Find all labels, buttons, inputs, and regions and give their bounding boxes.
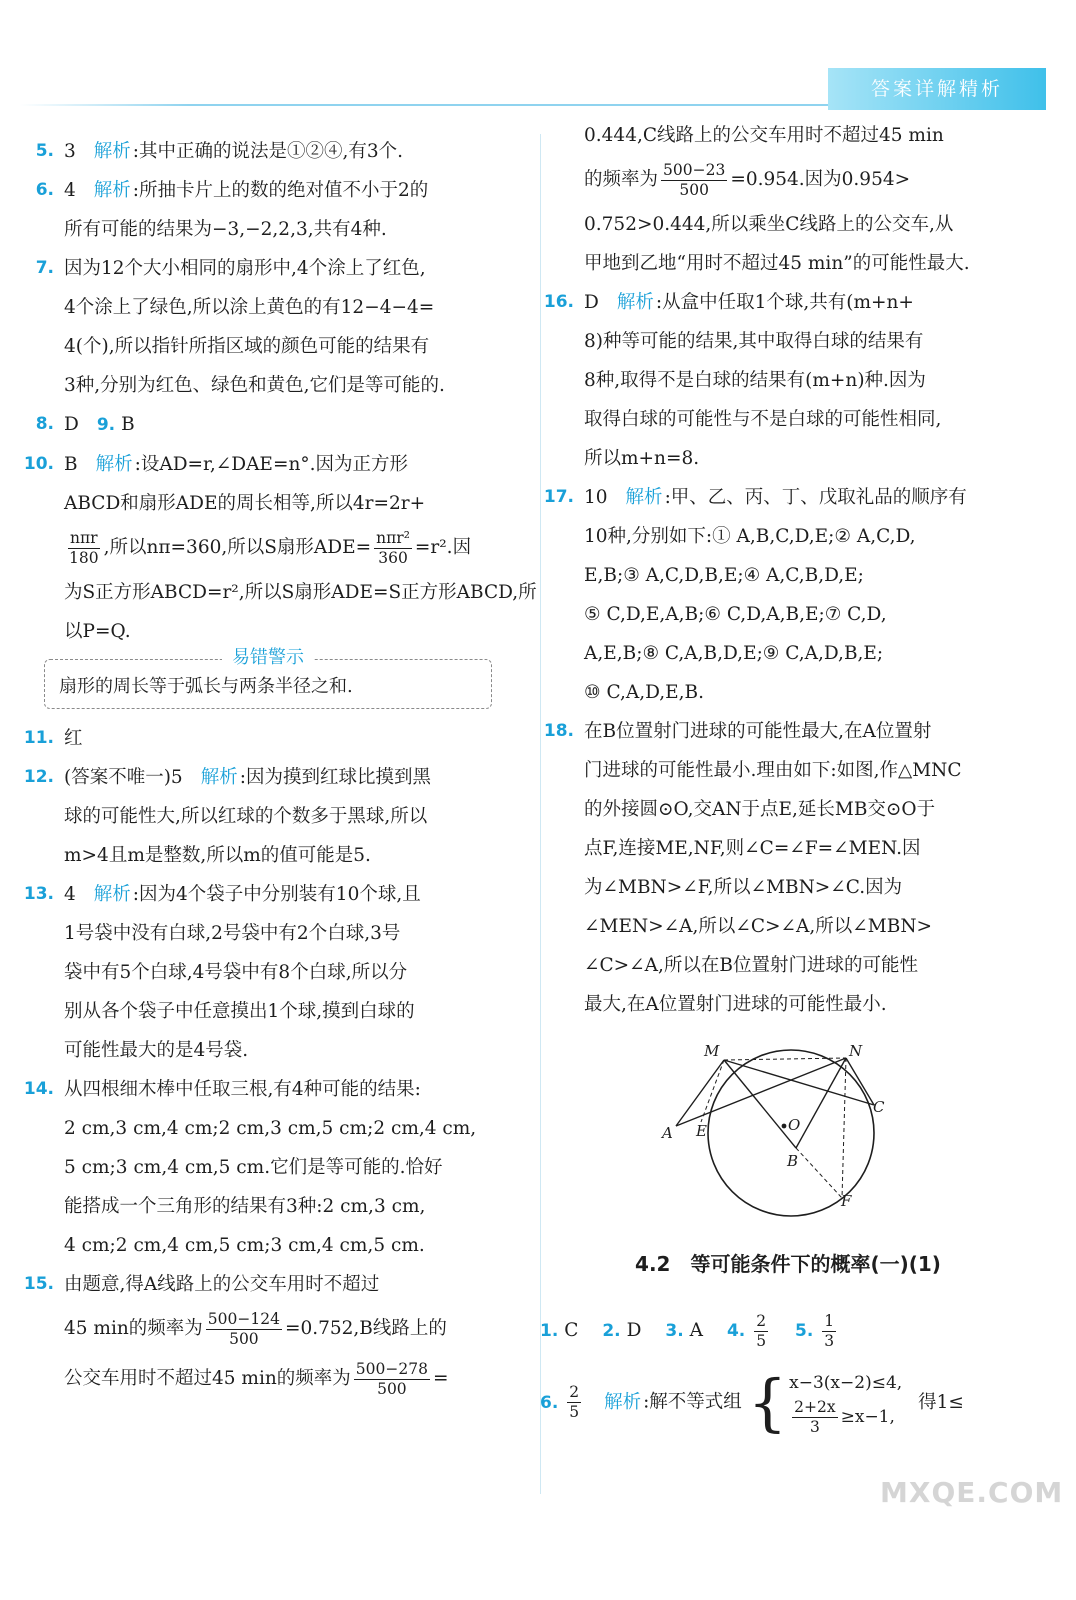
item-number: 13.	[23, 884, 54, 904]
answer-value: D	[584, 292, 599, 313]
solution-line: 的频率为	[584, 169, 659, 190]
analysis-text: :从盒中任取1个球,共有(m+n+	[655, 292, 914, 313]
answer-value: D	[64, 414, 79, 435]
solution-line: 从四根细木棒中任取三根,有4种可能的结果:	[64, 1079, 421, 1100]
label-C: C	[873, 1098, 885, 1116]
fraction: $\frac{\text{nπr²}}{360}$	[376, 528, 410, 567]
analysis-text: ⑩ C,A,D,E,B.	[584, 682, 704, 703]
segment-ME	[701, 1060, 724, 1122]
analysis-label: 解析	[95, 454, 133, 475]
answer-item-12	[8, 758, 516, 875]
answer-item-6	[8, 171, 516, 249]
solution-line: 最大,在A位置射门进球的可能性最小.	[584, 994, 887, 1015]
warning-title: 易错警示	[45, 646, 491, 670]
solution-line: 5 cm;3 cm,4 cm,5 cm.它们是等可能的.恰好	[64, 1157, 443, 1178]
analysis-text: :其中正确的说法是①②④,有3个.	[132, 141, 404, 162]
item-number: 16.	[543, 292, 574, 312]
item-number: 18.	[543, 721, 574, 741]
solution-line: 点F,连接ME,NF,则∠C=∠F=∠MEN.因	[584, 838, 921, 859]
answer-item-14	[8, 1070, 516, 1265]
fraction: $\frac{2+2x}{3}$	[794, 1398, 836, 1436]
inequality-2: $\frac{2+2x}{3}$ ≥x−1,	[794, 1398, 895, 1436]
answer-value: 4	[64, 180, 76, 201]
solution-line: 公交车用时不超过45 min的频率为	[64, 1368, 351, 1389]
label-A: A	[662, 1124, 673, 1142]
solution-line: 的外接圆⊙O,交AN于点E,延长MB交⊙O于	[584, 799, 936, 820]
solution-line: 由题意,得A线路上的公交车用时不超过	[64, 1274, 380, 1295]
analysis-text: :甲、乙、丙、丁、戊取礼品的顺序有	[664, 487, 967, 508]
item-number: 11.	[23, 728, 54, 748]
analysis-text: 袋中有5个白球,4号袋中有8个白球,所以分	[64, 962, 408, 983]
analysis-label: 解析	[93, 141, 131, 162]
item-number: 10.	[23, 454, 54, 474]
analysis-label: 解析	[200, 767, 238, 788]
answer-item-16	[528, 283, 1048, 478]
label-O: O	[788, 1116, 801, 1134]
analysis-label: 解析	[604, 1391, 642, 1413]
item-number: 14.	[23, 1079, 54, 1099]
answer-value: 红	[64, 728, 83, 749]
label-B: B	[787, 1152, 799, 1170]
answer-item-10	[8, 445, 537, 651]
item-number: 12.	[23, 767, 54, 787]
analysis-label: 解析	[93, 180, 131, 201]
analysis-text: m>4且m是整数,所以m的值可能是5.	[64, 845, 371, 866]
solution-line: 在B位置射门进球的可能性最大,在A位置射	[584, 721, 932, 742]
analysis-text: 为S正方形ABCD=r²,所以S扇形ADE=S正方形ABCD,所	[64, 582, 537, 603]
solution-line: 为∠MBN>∠F,所以∠MBN>∠C.因为	[584, 877, 903, 898]
left-column	[8, 132, 537, 1404]
solution-line: ∠MEN>∠A,所以∠C>∠A,所以∠MBN>	[584, 916, 933, 937]
solution-line: =0.752,B线路上的	[284, 1318, 447, 1339]
item-number: 6.	[35, 180, 54, 200]
answer-item-15	[8, 1265, 516, 1404]
analysis-text: 取得白球的可能性与不是白球的可能性相同,	[584, 409, 942, 430]
right-column	[528, 116, 1048, 1024]
solution-line: 因为12个大小相同的扇形中,4个涂上了红色,	[64, 258, 426, 279]
analysis-text: ABCD和扇形ADE的周长相等,所以4r=2r+	[64, 493, 426, 514]
segment-NB	[796, 1058, 846, 1148]
answer-value: (答案不唯一)5	[64, 767, 183, 788]
label-F: F	[841, 1192, 852, 1210]
analysis-text: 别从各个袋子中任意摸出1个球,摸到白球的	[64, 1001, 415, 1022]
analysis-text: 所以m+n=8.	[584, 448, 700, 469]
item-number: 9.	[96, 415, 116, 435]
analysis-label: 解析	[625, 487, 663, 508]
solution-line: 2 cm,3 cm,4 cm;2 cm,3 cm,5 cm;2 cm,4 cm,	[64, 1118, 477, 1139]
segment-MB	[724, 1060, 796, 1148]
answer-value: 4	[64, 884, 76, 905]
answer-item-7	[8, 249, 516, 405]
analysis-text: :解不等式组	[643, 1391, 742, 1413]
analysis-text: 以P=Q.	[64, 621, 131, 642]
solution-line: 4 cm;2 cm,4 cm,5 cm;3 cm,4 cm,5 cm.	[64, 1235, 425, 1256]
answer-value: D	[626, 1320, 642, 1341]
answer-value: B	[64, 454, 78, 475]
fraction: $\frac{1}{3}$	[824, 1311, 835, 1350]
fraction: $\frac{500-23}{500}$	[663, 160, 726, 199]
answer-item-8-9	[8, 405, 516, 445]
fraction: $\frac{2}{5}$	[756, 1311, 767, 1350]
analysis-text: E,B;③ A,C,D,B,E;④ A,C,B,D,E;	[584, 565, 864, 586]
analysis-text: 可能性最大的是4号袋.	[64, 1040, 249, 1061]
item-number: 8.	[35, 414, 54, 434]
answer-value: 10	[584, 487, 608, 508]
analysis-text: A,E,B;⑧ C,A,B,D,E;⑨ C,A,D,B,E;	[584, 643, 884, 664]
label-E: E	[696, 1122, 707, 1140]
center-point-O	[782, 1124, 787, 1129]
analysis-label: 解析	[616, 292, 654, 313]
label-N: N	[849, 1042, 863, 1060]
item-number: 5.	[35, 141, 54, 161]
circle-geometry-figure	[656, 1040, 906, 1220]
analysis-text: :设AD=r,∠DAE=n°.因为正方形	[134, 454, 408, 475]
fraction: $\frac{500-278}{500}$	[355, 1359, 428, 1398]
segment-NF	[842, 1058, 846, 1198]
answer-item-5	[8, 132, 516, 171]
analysis-text: 8种,取得不是白球的结果有(m+n)种.因为	[584, 370, 926, 391]
fraction: $\frac{\text{nπr}}{180}$	[69, 528, 99, 567]
analysis-label: 解析	[93, 884, 131, 905]
answer-value: C	[564, 1320, 579, 1341]
fraction: $\frac{2}{5}$	[569, 1383, 580, 1421]
solution-line: 能搭成一个三角形的结果有3种:2 cm,3 cm,	[64, 1196, 426, 1217]
header-rule	[20, 104, 860, 106]
header-tab: 答案详解精析	[828, 68, 1046, 110]
inequality-1: x−3(x−2)≤4,	[789, 1373, 903, 1393]
section-title: 4.2 等可能条件下的概率(一)(1)	[635, 1252, 941, 1276]
solution-line: 门进球的可能性最小.理由如下:如图,作△MNC	[584, 760, 962, 781]
analysis-text: :所抽卡片上的数的绝对值不小于2的	[132, 180, 429, 201]
item-number: 17.	[543, 487, 574, 507]
analysis-text: 8)种等可能的结果,其中取得白球的结果有	[584, 331, 924, 352]
analysis-text: ⑤ C,D,E,A,B;⑥ C,D,A,B,E;⑦ C,D,	[584, 604, 887, 625]
solution-line: =0.954.因为0.954>	[730, 169, 911, 190]
solution-line: 4个涂上了绿色,所以涂上黄色的有12−4−4=	[64, 297, 435, 318]
analysis-text: :因为4个袋子中分别装有10个球,且	[132, 884, 421, 905]
analysis-text: 得1≤	[918, 1391, 964, 1413]
solution-line: 45 min的频率为	[64, 1318, 203, 1339]
watermark-logo: MXQE.COM	[880, 1476, 1064, 1509]
analysis-text: :因为摸到红球比摸到黑	[239, 767, 431, 788]
analysis-text: 球的可能性大,所以红球的个数多于黑球,所以	[64, 806, 428, 827]
label-M: M	[704, 1042, 720, 1060]
fraction: $\frac{500-124}{500}$	[207, 1309, 280, 1348]
answers-1-5: 1. C 2. D 3. A 4. $\frac{2}{5}$ 5. $\frac{1}{3}$	[540, 1311, 835, 1350]
warning-box	[44, 647, 492, 709]
answer-item-17	[528, 478, 1048, 712]
answer-value: B	[121, 414, 135, 435]
solution-line: 0.752>0.444,所以乘坐C线路上的公交车,从	[584, 214, 954, 235]
solution-line: 3种,分别为红色、绿色和黄色,它们是等可能的.	[64, 375, 445, 396]
answer-item-15-continued	[528, 116, 1048, 283]
item-number: 7.	[35, 258, 54, 278]
solution-line: 甲地到乙地“用时不超过45 min”的可能性最大.	[584, 253, 970, 274]
analysis-text: 1号袋中没有白球,2号袋中有2个白球,3号	[64, 923, 401, 944]
answer-item-11	[8, 719, 516, 758]
solution-line: 0.444,C线路上的公交车用时不超过45 min	[584, 125, 944, 146]
answer-value: 3	[64, 141, 76, 162]
item-number: 15.	[23, 1274, 54, 1294]
answer-item-13	[8, 875, 516, 1070]
answer-item-18	[528, 712, 1048, 1024]
analysis-text: 所有可能的结果为−3,−2,2,3,共有4种.	[64, 219, 387, 240]
analysis-text: 10种,分别如下:① A,B,C,D,E;② A,C,D,	[584, 526, 916, 547]
section-answers	[528, 1306, 1048, 1437]
warning-text: 扇形的周长等于弧长与两条半径之和.	[59, 676, 353, 697]
analysis-text: ,所以nπ=360,所以S扇形ADE=	[103, 537, 372, 558]
solution-line: 4(个),所以指针所指区域的颜色可能的结果有	[64, 336, 430, 357]
analysis-text: =r².因	[414, 537, 472, 558]
answer-value: A	[689, 1320, 704, 1341]
solution-line: ∠C>∠A,所以在B位置射门进球的可能性	[584, 955, 918, 976]
inequality-system: { x−3(x−2)≤4, $\frac{2+2x}{3}$ ≥x−1,	[747, 1365, 903, 1439]
segment-BF	[796, 1148, 842, 1198]
answer-item-6-section: 6. $\frac{2}{5}$ 解析 :解不等式组 { x−3(x−2)≤4, $\frac{2+2x}{3}$ ≥x−1, 得1≤	[540, 1365, 964, 1439]
solution-line: =	[432, 1368, 449, 1389]
